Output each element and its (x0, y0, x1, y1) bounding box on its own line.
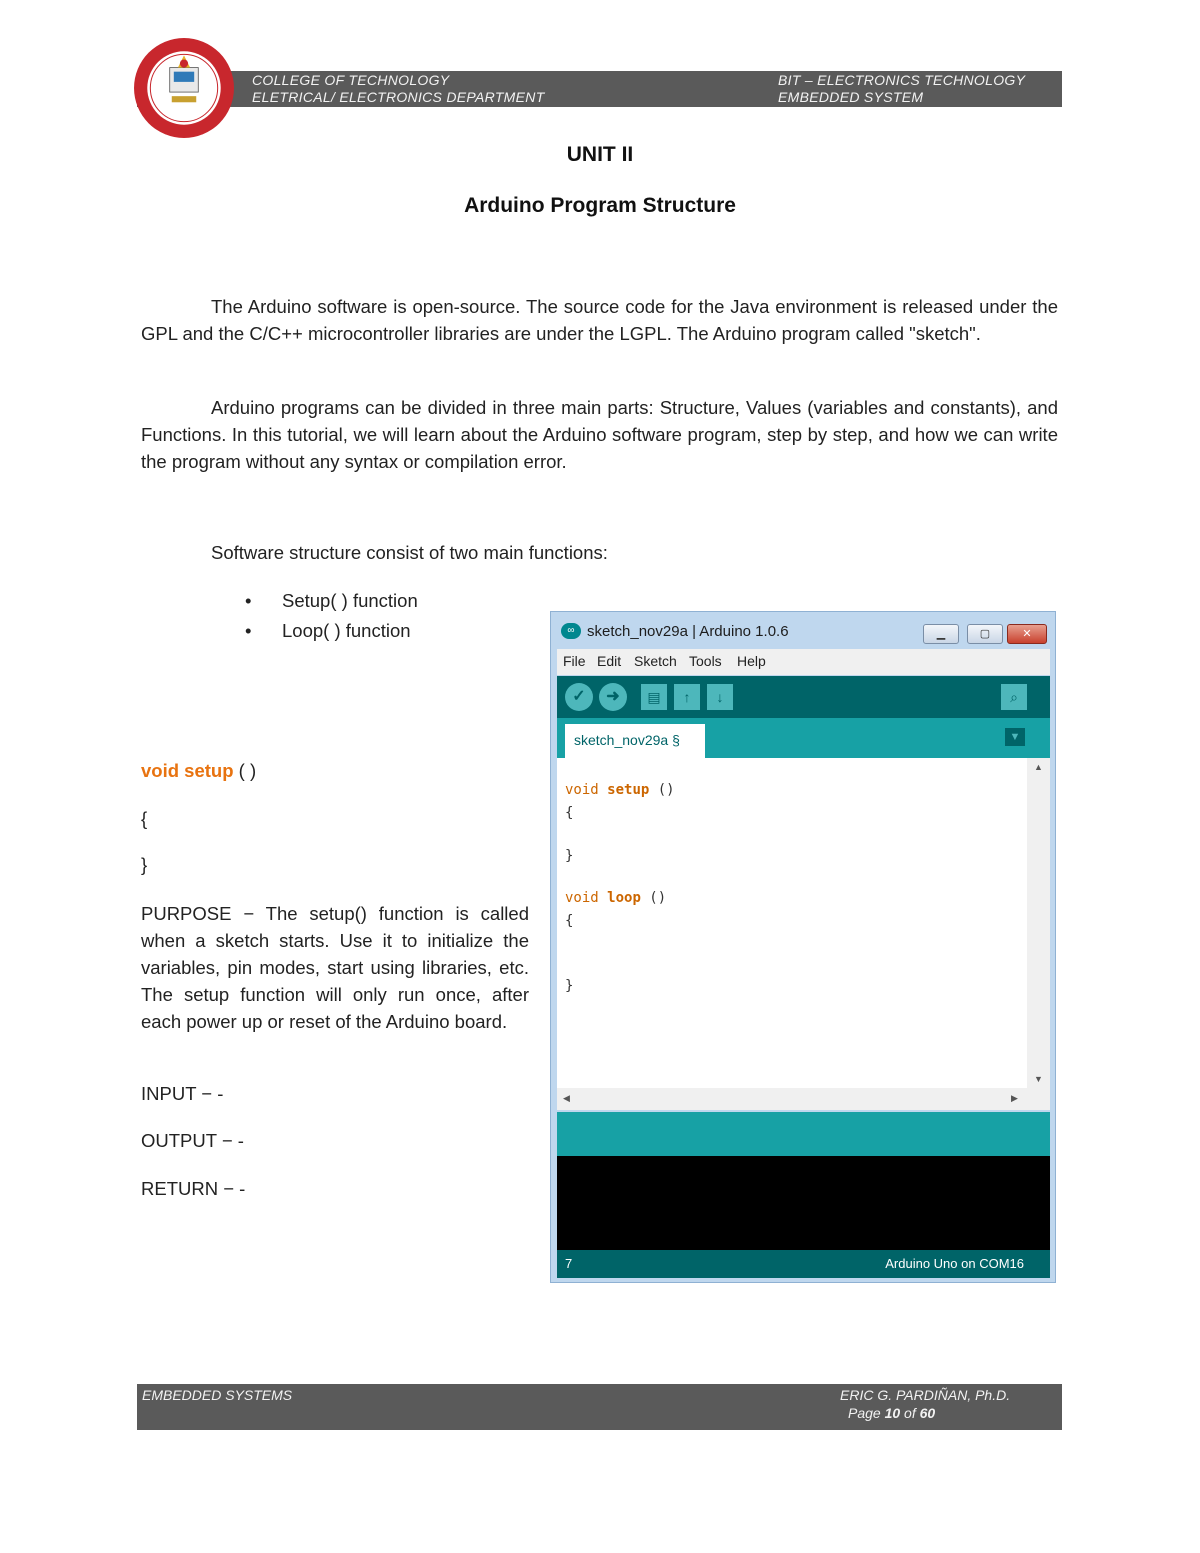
minimize-button[interactable]: ▁ (923, 624, 959, 644)
window-title: sketch_nov29a | Arduino 1.0.6 (587, 623, 789, 640)
code-open-brace-1: { (565, 805, 574, 821)
university-seal-logo (133, 37, 235, 139)
code-close-brace-1: } (565, 848, 574, 864)
toolbar (557, 676, 1050, 718)
menu-help[interactable]: Help (737, 653, 766, 669)
serial-monitor-icon[interactable]: ⌕ (1001, 684, 1027, 710)
bullet-setup: • Setup( ) function (245, 590, 418, 611)
save-icon[interactable]: ↓ (707, 684, 733, 710)
bullet-dot: • (245, 620, 252, 641)
footer-author: ERIC G. PARDIÑAN, Ph.D. (840, 1387, 1011, 1403)
setup-signature: void setup ( ) (141, 760, 257, 781)
message-bar (557, 1112, 1050, 1156)
menu-tools[interactable]: Tools (689, 653, 722, 669)
footer-left: EMBEDDED SYSTEMS (142, 1387, 293, 1403)
menu-bar (557, 649, 1050, 675)
console-output (557, 1156, 1050, 1250)
structure-intro: Software structure consist of two main functions: (211, 542, 608, 563)
tab-sketch[interactable]: sketch_nov29a § (565, 724, 705, 758)
code-close-brace-2: } (565, 978, 574, 994)
bullet-dot: • (245, 590, 252, 611)
output-text: OUTPUT − - (141, 1130, 244, 1151)
upload-icon[interactable]: ➜ (599, 683, 627, 711)
close-brace: } (141, 854, 148, 875)
vertical-scrollbar[interactable] (1027, 758, 1050, 1092)
close-button[interactable]: ✕ (1007, 624, 1047, 644)
verify-icon[interactable]: ✓ (565, 683, 593, 711)
bullet-loop: • Loop( ) function (245, 620, 411, 641)
paragraph-parts: Arduino programs can be divided in three main parts: Structure, Values (variables and constants), and Functions. In this tutorial, we will learn about the Arduino software program, step by step, and how we can write the program without any syntax or compilation error. (141, 397, 1058, 472)
paragraph-intro: The Arduino software is open-source. The source code for the Java environment is released under the GPL and the C/C++ microcontroller libraries are under the LGPL. The Arduino program called "sketch". (141, 296, 1058, 344)
open-icon[interactable]: ↑ (674, 684, 700, 710)
new-icon[interactable]: ▤ (641, 684, 667, 710)
scroll-down-icon[interactable]: ▼ (1034, 1074, 1043, 1084)
code-line-loop: void loop () (565, 890, 667, 906)
horizontal-scrollbar[interactable] (557, 1088, 1050, 1110)
tab-strip (557, 718, 1050, 758)
arduino-ide-window (550, 611, 1056, 1283)
code-editor[interactable] (557, 758, 1027, 1092)
code-line-setup: void setup () (565, 782, 675, 798)
menu-file[interactable]: File (563, 653, 586, 669)
menu-edit[interactable]: Edit (597, 653, 622, 669)
arduino-logo-icon: ∞ (561, 623, 581, 639)
scroll-right-icon[interactable]: ▶ (1011, 1093, 1018, 1103)
unit-heading: UNIT II (566, 143, 634, 166)
code-open-brace-2: { (565, 913, 574, 929)
line-number: 7 (565, 1256, 573, 1271)
header-right: BIT – ELECTRONICS TECHNOLOGY EMBEDDED SYSTEM (778, 72, 1026, 105)
scroll-up-icon[interactable]: ▲ (1034, 762, 1043, 772)
return-text: RETURN − - (141, 1178, 246, 1199)
purpose-text: PURPOSE − The setup() function is called when a sketch starts. Use it to initialize the variables, pin modes, start using libraries, etc. The setup function will only run once, after each power up or reset of the Arduino board. (141, 903, 529, 1032)
board-port: Arduino Uno on COM16 (885, 1256, 1024, 1271)
input-text: INPUT − - (141, 1083, 224, 1104)
menu-sketch[interactable]: Sketch (634, 653, 677, 669)
open-brace: { (141, 808, 148, 829)
page-number: Page 10 of 60 (848, 1405, 936, 1421)
status-bar (557, 1250, 1050, 1278)
tab-menu-chevron-icon[interactable]: ▼ (1005, 728, 1025, 746)
scroll-left-icon[interactable]: ◀ (563, 1093, 570, 1103)
header-left: COLLEGE OF TECHNOLOGY ELETRICAL/ ELECTRONICS DEPARTMENT (252, 72, 545, 105)
page-title: Arduino Program Structure (464, 194, 736, 217)
maximize-button[interactable]: ▢ (967, 624, 1003, 644)
